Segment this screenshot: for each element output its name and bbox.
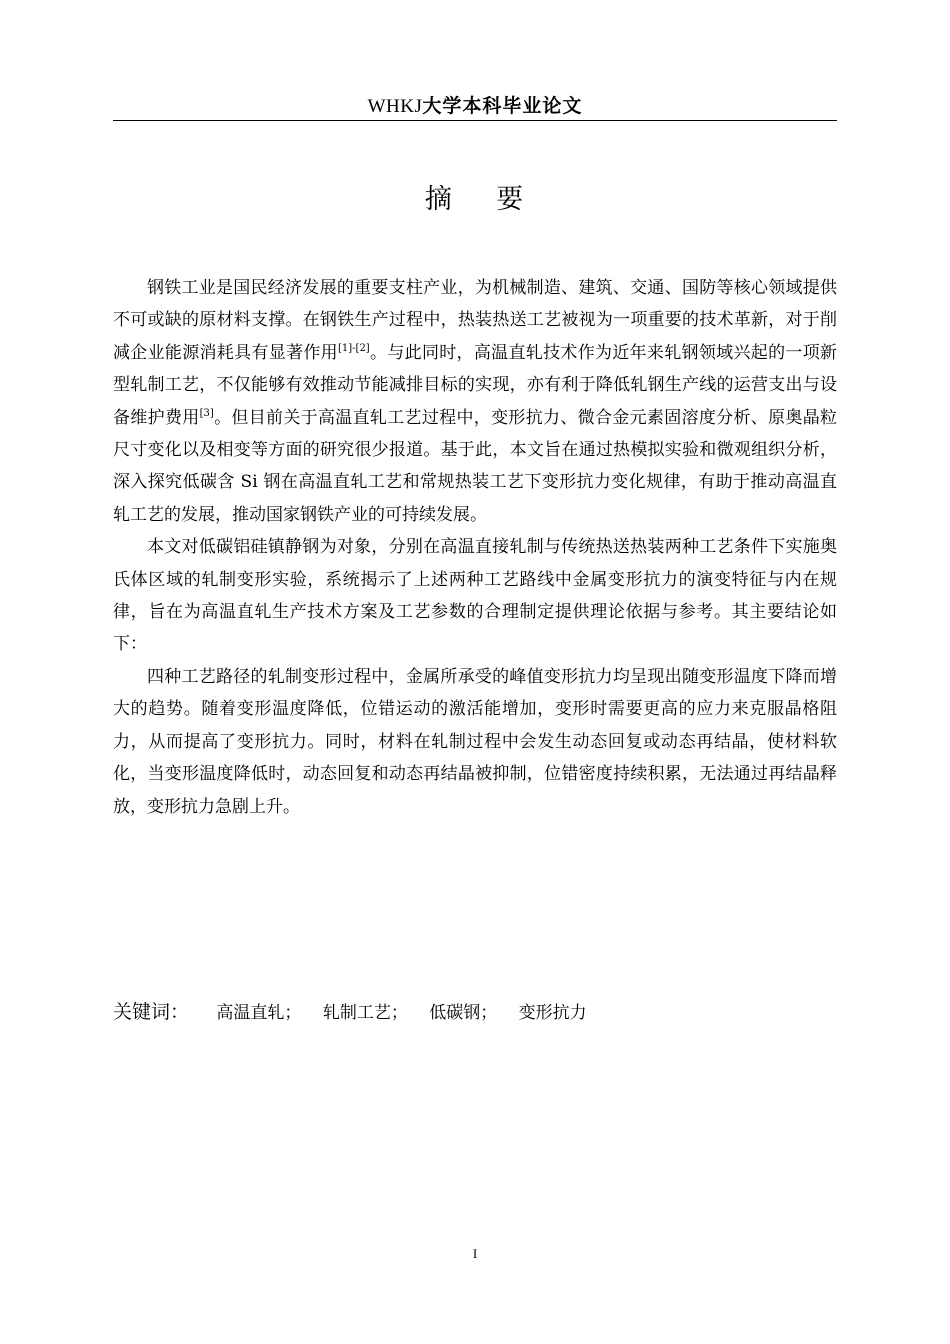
keywords-line [113, 996, 837, 1029]
paragraph-text: 钢铁工业是国民经济发展的重要支柱产业，为机械制造、建筑、交通、国防等核心领域提供不可或缺的原材料支撑。在钢铁生产过程中，热装热送工艺被视为一项重要的技术革新，对于削减企业能源消耗具有显著作用 [113, 278, 837, 363]
abstract-paragraph-2 [113, 531, 837, 661]
paragraph-text: 四种工艺路径的轧制变形过程中，金属所承受的峰值变形抗力均呈现出随变形温度下降而增大的趋势。随着变形温度降低，位错运动的激活能增加，变形时需要更高的应力来克服晶格阻力，从而提高了变形抗力。同时，材料在轧制过程中会发生动态回复或动态再结晶，使材料软化，当变形温度降低时，动态回复和动态再结晶被抑制，位错密度持续积累，无法通过再结晶释放，变形抗力急剧上升。 [113, 666, 837, 817]
page-number: I [472, 1246, 478, 1261]
citation-superscript: [3] [199, 407, 214, 419]
page-title: 摘 要 [424, 184, 526, 215]
keyword-item: 高温直轧； [216, 1003, 302, 1023]
paragraph-text: 。但目前关于高温直轧工艺过程中，变形抗力、微合金元素固溶度分析、原奥晶粒尺寸变化以及相变等方面的研究很少报道。基于此，本文旨在通过热模拟实验和微观组织分析，深入探究低碳含 Si 钢在高温直轧工艺和常规热装工艺下变形抗力变化规律，有助于推动高温直轧工艺的发展，推动国家钢铁产业的可持续发展。 [113, 407, 838, 525]
paragraph-text: 。与此同时，高温直轧技术作为近年来轧钢领域兴起的一项新型轧制工艺，不仅能够有效推动节能减排目标的实现，亦有利于降低轧钢生产线的运营支出与设备维护费用 [113, 342, 838, 428]
abstract-paragraph-1 [113, 272, 837, 531]
citation-superscript: [1]-[2] [338, 342, 370, 354]
header-latin-text: WHKJ [367, 96, 423, 117]
running-header [113, 92, 837, 120]
abstract-paragraph-3 [113, 661, 837, 823]
paragraph-text: 本文对低碳铝硅镇静钢为对象，分别在高温直接轧制与传统热送热装两种工艺条件下实施奥氏体区域的轧制变形实验，系统揭示了上述两种工艺路线中金属变形抗力的演变特征与内在规律，旨在为高温直轧生产技术方案及工艺参数的合理制定提供理论依据与参考。其主要结论如下： [113, 537, 837, 655]
header-rule [113, 120, 837, 121]
keyword-item: 低碳钢； [429, 1003, 498, 1023]
header-cjk-text: 大学本科毕业论文 [422, 95, 583, 117]
keywords-label: 关键词： [113, 1001, 190, 1023]
abstract-body [113, 272, 837, 823]
keyword-item: 轧制工艺； [322, 1003, 408, 1023]
keyword-item: 变形抗力 [518, 1003, 587, 1023]
